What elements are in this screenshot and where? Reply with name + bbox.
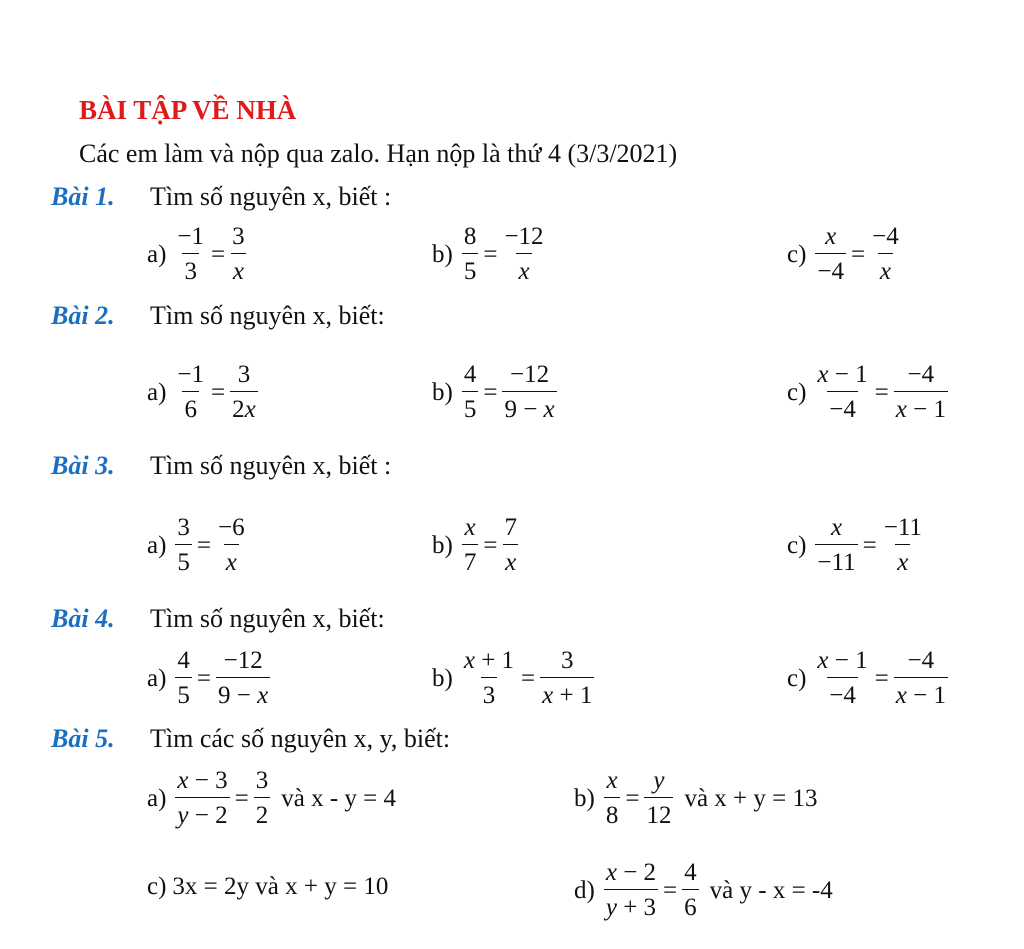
fraction-denominator: 3 — [481, 677, 498, 708]
fraction-denominator: x + 1 — [540, 677, 594, 708]
fraction-numerator: 3 — [177, 514, 190, 541]
equation-text: 3x = 2y và x + y = 10 — [172, 873, 389, 900]
equation — [574, 768, 817, 828]
item-tag: c) — [147, 873, 167, 900]
equals-sign: = — [862, 531, 877, 559]
equation — [787, 648, 951, 708]
fraction-numerator: x — [464, 514, 476, 541]
item-tag: d) — [574, 876, 595, 904]
page-title: BÀI TẬP VỀ NHÀ — [79, 95, 297, 125]
fraction — [462, 224, 479, 284]
fraction-denominator: 2 — [254, 797, 271, 828]
fraction-denominator: 5 — [175, 544, 192, 575]
fraction-numerator: 4 — [177, 647, 190, 674]
fraction-denominator: −4 — [827, 391, 858, 422]
fraction-denominator: 9 − x — [502, 391, 556, 422]
fraction-numerator: 7 — [504, 514, 517, 541]
equals-sign: = — [483, 378, 498, 406]
equals-sign: = — [211, 378, 226, 406]
equation — [432, 362, 560, 422]
fraction-numerator: x − 2 — [605, 859, 657, 886]
fraction-numerator: −1 — [177, 223, 205, 250]
fraction — [462, 648, 516, 708]
fraction — [882, 515, 924, 575]
fraction-numerator: −12 — [509, 361, 550, 388]
fraction-numerator: −4 — [907, 361, 935, 388]
fraction — [540, 648, 594, 708]
fraction — [502, 515, 519, 575]
fraction-denominator: −4 — [827, 677, 858, 708]
equation — [432, 224, 549, 284]
fraction-denominator: x − 1 — [894, 677, 948, 708]
exercise-5-label: Bài 5. — [51, 724, 115, 753]
item-tag: b) — [432, 664, 453, 692]
fraction — [462, 515, 479, 575]
fraction — [216, 648, 270, 708]
fraction-denominator: 12 — [644, 797, 673, 828]
equation — [432, 648, 597, 708]
fraction-numerator: 3 — [237, 361, 251, 388]
item-tag: b) — [432, 240, 453, 268]
submission-note: Các em làm và nộp qua zalo. Hạn nộp là thứ 4 (3/3/2021) — [79, 139, 678, 168]
fraction-denominator: x — [895, 544, 910, 575]
equation — [432, 515, 522, 575]
fraction-denominator: 3 — [182, 253, 199, 284]
fraction-numerator: y — [653, 767, 665, 794]
equation — [147, 648, 273, 708]
fraction-denominator: 5 — [462, 391, 479, 422]
equals-sign: = — [483, 240, 498, 268]
fraction — [815, 362, 869, 422]
exercise-2-label: Bài 2. — [51, 301, 115, 330]
fraction-numerator: −12 — [504, 223, 544, 250]
fraction-numerator: −4 — [872, 223, 899, 250]
fraction — [502, 224, 545, 284]
fraction-denominator: x — [231, 253, 246, 284]
fraction — [894, 648, 948, 708]
fraction-denominator: 6 — [682, 889, 699, 920]
fraction-numerator: 8 — [463, 223, 477, 250]
fraction — [815, 224, 846, 284]
exercise-1-label: Bài 1. — [51, 182, 115, 211]
fraction-numerator: x + 1 — [463, 647, 515, 674]
fraction-numerator: 3 — [255, 767, 269, 794]
exercise-1-task: Tìm số nguyên x, biết : — [150, 182, 392, 211]
condition-text: và x + y = 13 — [684, 784, 818, 812]
fraction — [230, 362, 258, 422]
fraction — [644, 768, 673, 828]
equals-sign: = — [196, 664, 212, 692]
fraction — [604, 860, 658, 920]
equals-sign: = — [521, 664, 536, 692]
item-tag: a) — [147, 531, 167, 559]
equals-sign: = — [234, 784, 249, 812]
fraction-numerator: −1 — [177, 361, 205, 388]
fraction — [894, 362, 948, 422]
equation — [787, 362, 951, 422]
item-tag: c) — [787, 378, 807, 406]
fraction — [175, 224, 206, 284]
equals-sign: = — [874, 378, 889, 406]
fraction — [175, 768, 229, 828]
fraction-numerator: x — [606, 767, 618, 794]
fraction-denominator: 7 — [462, 544, 479, 575]
fraction — [230, 224, 247, 284]
equation — [787, 224, 904, 284]
fraction-denominator: 6 — [182, 391, 199, 422]
fraction-denominator: y − 2 — [175, 797, 229, 828]
fraction-numerator: x − 1 — [817, 361, 868, 388]
fraction — [870, 224, 901, 284]
equation — [147, 874, 388, 899]
fraction — [216, 515, 247, 575]
equation — [147, 515, 250, 575]
item-tag: b) — [574, 784, 595, 812]
exercise-4-label: Bài 4. — [51, 604, 115, 633]
fraction-numerator: −12 — [223, 647, 263, 674]
fraction — [502, 362, 556, 422]
fraction — [815, 648, 869, 708]
fraction-numerator: 4 — [463, 361, 477, 388]
fraction — [815, 515, 857, 575]
equals-sign: = — [625, 784, 640, 812]
equals-sign: = — [483, 531, 498, 559]
equals-sign: = — [874, 664, 889, 692]
item-tag: b) — [432, 378, 453, 406]
equation — [147, 362, 261, 422]
item-tag: c) — [787, 240, 807, 268]
exercise-2-task: Tìm số nguyên x, biết: — [150, 301, 385, 330]
item-tag: b) — [432, 531, 453, 559]
item-tag: c) — [787, 531, 807, 559]
fraction-numerator: 4 — [684, 859, 697, 886]
fraction-denominator: −4 — [815, 253, 846, 284]
equation — [147, 768, 396, 828]
fraction-denominator: x — [516, 253, 531, 284]
exercise-3-task: Tìm số nguyên x, biết : — [150, 451, 392, 480]
fraction — [462, 362, 479, 422]
item-tag: c) — [787, 664, 807, 692]
condition-text: và y - x = -4 — [709, 876, 833, 904]
fraction-numerator: x − 1 — [817, 647, 868, 674]
fraction-denominator: x — [878, 253, 893, 284]
item-tag: a) — [147, 378, 167, 406]
fraction-numerator: x — [830, 514, 843, 541]
fraction-denominator: x — [224, 544, 239, 575]
exercise-4-task: Tìm số nguyên x, biết: — [150, 604, 385, 633]
fraction-denominator: x — [503, 544, 518, 575]
fraction-denominator: x − 1 — [894, 391, 948, 422]
fraction-denominator: 8 — [604, 797, 621, 828]
fraction-denominator: −11 — [815, 544, 857, 575]
equals-sign: = — [851, 240, 866, 268]
item-tag: a) — [147, 664, 167, 692]
fraction-numerator: −4 — [907, 647, 935, 674]
fraction — [175, 515, 192, 575]
equation — [574, 860, 833, 920]
fraction-denominator: y + 3 — [604, 889, 658, 920]
equals-sign: = — [211, 240, 226, 268]
fraction-denominator: 5 — [462, 253, 479, 284]
exercise-5-task: Tìm các số nguyên x, y, biết: — [150, 724, 451, 753]
fraction — [175, 648, 192, 708]
fraction-numerator: x − 3 — [177, 767, 228, 794]
fraction — [682, 860, 699, 920]
item-tag: a) — [147, 784, 167, 812]
fraction — [604, 768, 621, 828]
equation — [147, 224, 250, 284]
fraction-denominator: 5 — [175, 677, 192, 708]
fraction-numerator: −6 — [218, 514, 245, 541]
equation — [787, 515, 927, 575]
fraction — [175, 362, 206, 422]
exercise-3-label: Bài 3. — [51, 451, 115, 480]
fraction-numerator: −11 — [883, 514, 922, 541]
fraction-denominator: 9 − x — [216, 677, 270, 708]
equals-sign: = — [663, 876, 678, 904]
fraction-denominator: 2x — [230, 391, 258, 422]
fraction-numerator: x — [825, 223, 837, 250]
fraction-numerator: 3 — [232, 223, 245, 250]
condition-text: và x - y = 4 — [281, 784, 397, 812]
item-tag: a) — [147, 240, 167, 268]
equals-sign: = — [196, 531, 212, 559]
fraction — [254, 768, 271, 828]
fraction-numerator: 3 — [561, 647, 574, 674]
